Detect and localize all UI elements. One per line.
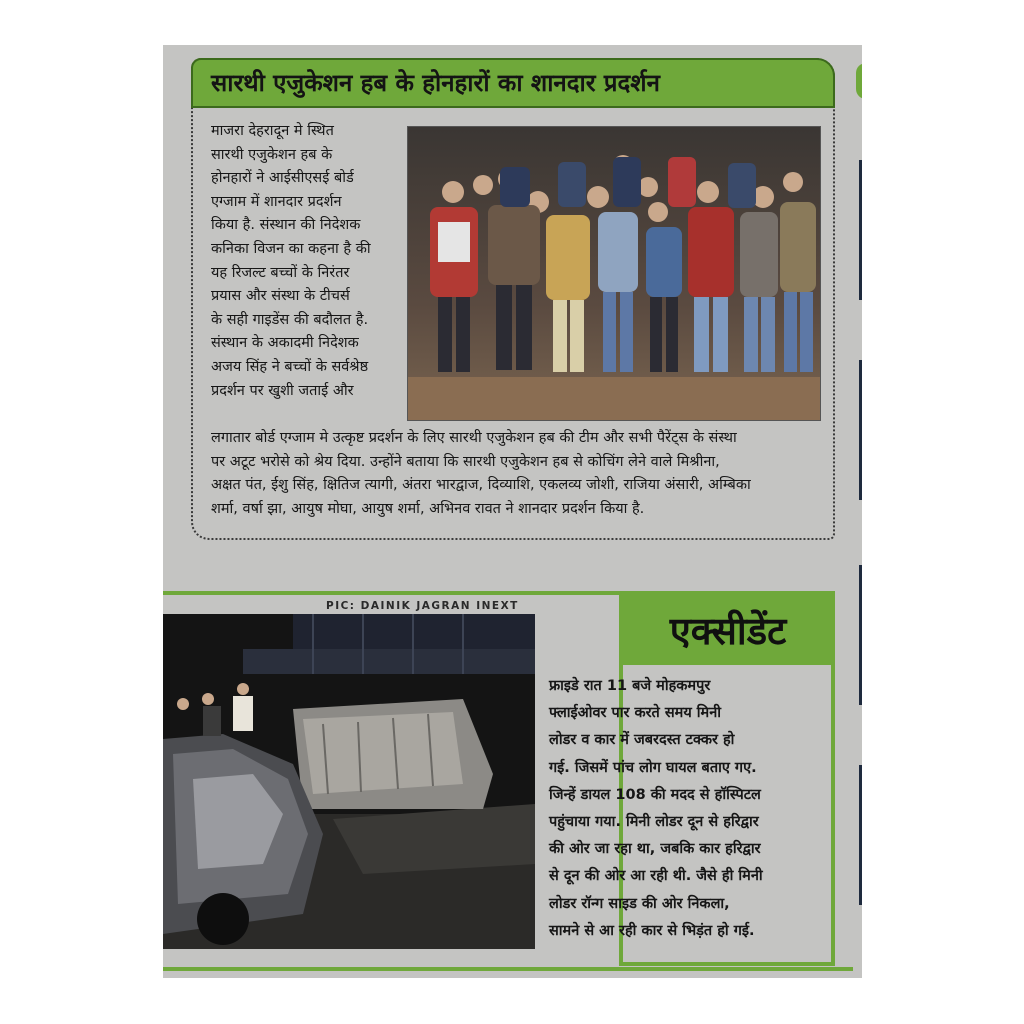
text-line: अक्षत पंत, ईशु सिंह, क्षितिज त्यागी, अंतरा भारद्वाज, दिव्याशि, एकलव्य जोशी, राजिया अंसारी, अम्बिका xyxy=(211,477,751,494)
story1-headline: सारथी एजुकेशन हब के होनहारों का शानदार प्रदर्शन xyxy=(191,58,835,108)
story2-headline: एक्सीडेंट xyxy=(621,593,835,665)
story1-body-text xyxy=(211,427,821,521)
text-line: प्रदर्शन पर खुशी जताई और xyxy=(211,382,354,399)
adjacent-column-border xyxy=(859,160,862,300)
text-line: एग्जाम में शानदार प्रदर्शन xyxy=(211,193,342,210)
adjacent-column-border xyxy=(859,765,862,905)
text-line: फ्लाईओवर पार करते समय मिनी xyxy=(549,705,722,722)
story2-body-text xyxy=(549,673,825,945)
text-line: सारथी एजुकेशन हब के xyxy=(211,146,333,163)
text-line: फ्राइडे रात 11 बजे मोहकमपुर xyxy=(549,678,711,694)
text-line: प्रयास और संस्था के टीचर्स xyxy=(211,288,350,305)
text-line: जिन्हें डायल 108 की मदद से हॉस्पिटल xyxy=(549,786,761,803)
text-line: लोडर व कार में जबरदस्त टक्कर हो xyxy=(549,732,735,749)
text-line: के सही गाइडेंस की बदौलत है. xyxy=(211,311,369,328)
student-group-photo xyxy=(407,126,821,421)
story1-column-text xyxy=(211,120,401,403)
text-line: शर्मा, वर्षा झा, आयुष मोघा, आयुष शर्मा, अभिनव रावत ने शानदार प्रदर्शन किया है. xyxy=(211,500,645,517)
newspaper-page xyxy=(163,45,862,978)
adjacent-column-border xyxy=(859,360,862,500)
text-line: अजय सिंह ने बच्चों के सर्वश्रेष्ठ xyxy=(211,358,369,375)
adjacent-column-marker xyxy=(856,63,862,99)
accident-photo xyxy=(163,614,535,949)
text-line: लोडर रॉन्ग साइड की ओर निकला, xyxy=(549,895,730,912)
text-line: माजरा देहरादून मे स्थित xyxy=(211,123,334,139)
text-line: यह रिजल्ट बच्चों के निरंतर xyxy=(211,264,350,281)
text-line: होनहारों ने आईसीएसई बोर्ड xyxy=(211,170,354,187)
text-line: से दून की ओर आ रही थी. जैसे ही मिनी xyxy=(549,868,763,885)
text-line: सामने से आ रही कार से भिड़ंत हो गई. xyxy=(549,922,755,939)
text-line: लगातार बोर्ड एग्जाम मे उत्कृष्ट प्रदर्शन के लिए सारथी एजुकेशन हब की टीम और सभी पैरेंट्स के संस्था xyxy=(211,430,737,446)
text-line: संस्थान के अकादमी निदेशक xyxy=(211,335,359,352)
text-line: पहुंचाया गया. मिनी लोडर दून से हरिद्वार xyxy=(549,814,759,831)
section-divider-bottom xyxy=(163,967,853,971)
adjacent-column-border xyxy=(859,565,862,705)
text-line: की ओर जा रहा था, जबकि कार हरिद्वार xyxy=(549,841,761,858)
photo-credit: PIC: DAINIK JAGRAN INEXT xyxy=(326,600,519,612)
story-sarthi-education xyxy=(191,58,835,540)
text-line: पर अटूट भरोसे को श्रेय दिया. उन्होंने बताया कि सारथी एजुकेशन हब से कोचिंग लेने वाले मिश्रीना, xyxy=(211,453,720,470)
text-line: कनिका विजन का कहना है की xyxy=(211,240,371,257)
text-line: किया है. संस्थान की निदेशक xyxy=(211,217,361,234)
text-line: गई. जिसमें पांच लोग घायल बताए गए. xyxy=(549,759,757,776)
